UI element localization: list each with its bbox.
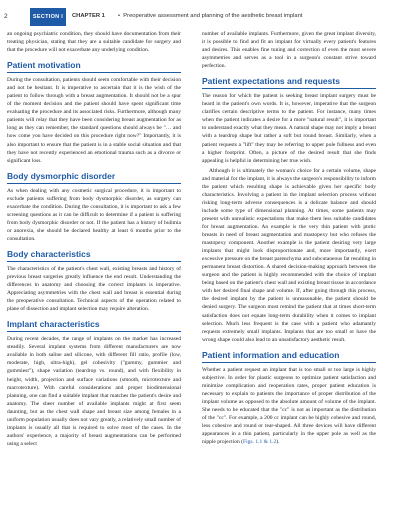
section-heading: Implant characteristics (7, 319, 181, 332)
paragraph: an ongoing psychiatric condition, they should have documentation from their treating physician, stating that they are a suitable candidate for surgery and that the procedure will not exacerbate any underlying condition. (7, 31, 181, 54)
section-heading: Patient information and education (202, 350, 376, 363)
page-header (0, 8, 400, 26)
paragraph: During recent decades, the range of implants on the market has increased steadily. Several implant systems from different manufacturers are now available in both saline and silicone, with different fill ratio, profile (low, moderate, high, ultra-high), gel cohesivity ("gummy, gummier and gummiest"), shape variation (teardrop vs. round), and with flexibility in height, width, projection and surface variations (smooth, microtexture and macrotexture). With careful considerations and proper biodimensional planning, one can find a suitable implant that matches the patient's desire and anatomy. The sheer number of available implants might at first seem daunting, but as the chest wall shape and breast size among females in a uniform population usually does not vary greatly, a relatively small number of implants is usually all that is required to solve most of the cases. In the authors' experience, a majority of breast augmentations can be performed using a select (7, 336, 181, 447)
paragraph: Although it is ultimately the woman's choice for a certain volume, shape and material for the implant, it is always the surgeon's responsibility to inform the patient which resulting shape is achievable given her specific body characteristics. Involving a patient in the implant selection process without risking long-term adverse consequences is a delicate balance and should include some type of dimensional planning. At times, some patients may present with unrealistic expectations that make them less suitable candidates for breast augmentation. An example is the very thin patient with ptotic breasts in need of breast augmentation and mastopexy but who refuses the mastopexy component. Another example is the patient desiring very large implants that might look disproportionate and, more importantly, exert excessive pressure on the breast parenchyma and subcutaneous fat resulting in permanent breast distortion. A shared decision-making approach between the surgeon and the patient is highly recommended with the choice of implant being based on the patient's chest wall and existing breast tissue in accordance with her desired final shape and volume. If, after going through this process, the desired implant by the patient is unreasonable, the patient should be denied surgery. The surgeon must remind the patient that at times short-term satisfaction does not equate long-term durability when it comes to implant selection. Much less frequent is the case with a patient who adamantly requests extremely small implants. Implants that are too small or have the wrong shape could also lead to an unsatisfactory aesthetic result. (202, 167, 376, 343)
page-number: 2 (4, 13, 8, 20)
running-title: • Preoperative assessment and planning of the aesthetic breast implant (118, 13, 303, 19)
paragraph (202, 366, 376, 446)
paragraph: As when dealing with any cosmetic surgical procedure, it is important to exclude patients suffering from body dysmorphic disorder, as surgery can exacerbate the condition. During the consultation, it is important to ask a few screening questions as it can be difficult to determine if a patient is suffering from body dysmorphic disorder or not. If the patient has a history of bulimia or anorexia, she should be declared healthy at least 6 months prior to the consultation. (7, 187, 181, 242)
left-column (7, 30, 181, 450)
section-heading: Body dysmorphic disorder (7, 171, 181, 184)
section-heading: Patient motivation (7, 60, 181, 73)
figure-reference-link[interactable]: Figs. 1.1 & 1.2 (242, 439, 277, 446)
paragraph: During the consultation, patients should seem comfortable with their decision and not be hesitant. It is imperative to ascertain that it is the wish of the patient to follow through with a breast augmentation. It should not be a spur of the moment decision and the patient should have spent significant time evaluating the procedure and its associated risks. Furthermore, although many patients will relay that they have been considering breast augmentation for as long as they can remember, the standard questions should always be "… and how come you have decided on this procedure right now?" Importantly, it is also important to ensure that the patient is in a stable social situation and that they have not recently experienced an emotional trauma such as a divorce or significant loss. (7, 77, 181, 164)
section-heading: Patient expectations and requests (202, 76, 376, 89)
paragraph: number of available implants. Furthermore, given the great implant diversity, it is possible to find and fit an implant for virtually every patient's features and desires. This enables fine tuning and correction of even the most severe asymmetries and serves as a tool in a surgeon's constant strive toward perfection. (202, 31, 376, 70)
running-title-text: Preoperative assessment and planning of the aesthetic breast implant (123, 13, 303, 19)
paragraph-end: ). (276, 439, 280, 446)
right-column (202, 30, 376, 448)
paragraph: The reason for which the patient is seeking breast implant surgery must be heard in the patient's own words. It is, however, imperative that the surgeon clarifies certain descriptive terms to the patient. For instance, many times when the patient indicates a desire for a more "natural result", it is important to understand exactly what they mean. A natural shape may not imply a breast with a teardrop shape but rather a soft but round breast. Similarly, when a patient requests a "lift" they may be referring to upper pole fullness and even a higher footprint. Often, a picture of the desired result that she finds appealing is helpful in determining her true wish. (202, 93, 376, 164)
paragraph-text: Whether a patient request an implant that is too small or too large is highly subjective. In order for plastic surgeons to optimize patient satisfaction and minimize complication and reoperation rates, proper patient education is necessary to explain to patients the importance of proper distribution of the implant volume as opposed to the absolute amount of volume of the implant. She needs to be educated that the "cc" is not as important as the distribution of the "cc". For example, a 200 cc implant can be highly cohesive and round, less cohesive and round or tear-shaped. All three devices will have different appearances in a thin patient, particularly in the upper pole as well as the nipple projection ( (202, 366, 376, 446)
chapter-label: CHAPTER 1 (72, 13, 105, 19)
paragraph: The characteristics of the patient's chest wall, existing breasts and history of previous breast surgeries greatly influence the end result. Understanding the differences in anatomy and choosing the correct implants is imperative. Appreciating asymmetries with the chest wall and breast is essential during the preoperative consultation. Technical aspects of the operation related to plane of dissection and implant selection may require alteration. (7, 265, 181, 313)
section-heading: Body characteristics (7, 249, 181, 262)
section-badge: SECTION I (30, 8, 66, 26)
